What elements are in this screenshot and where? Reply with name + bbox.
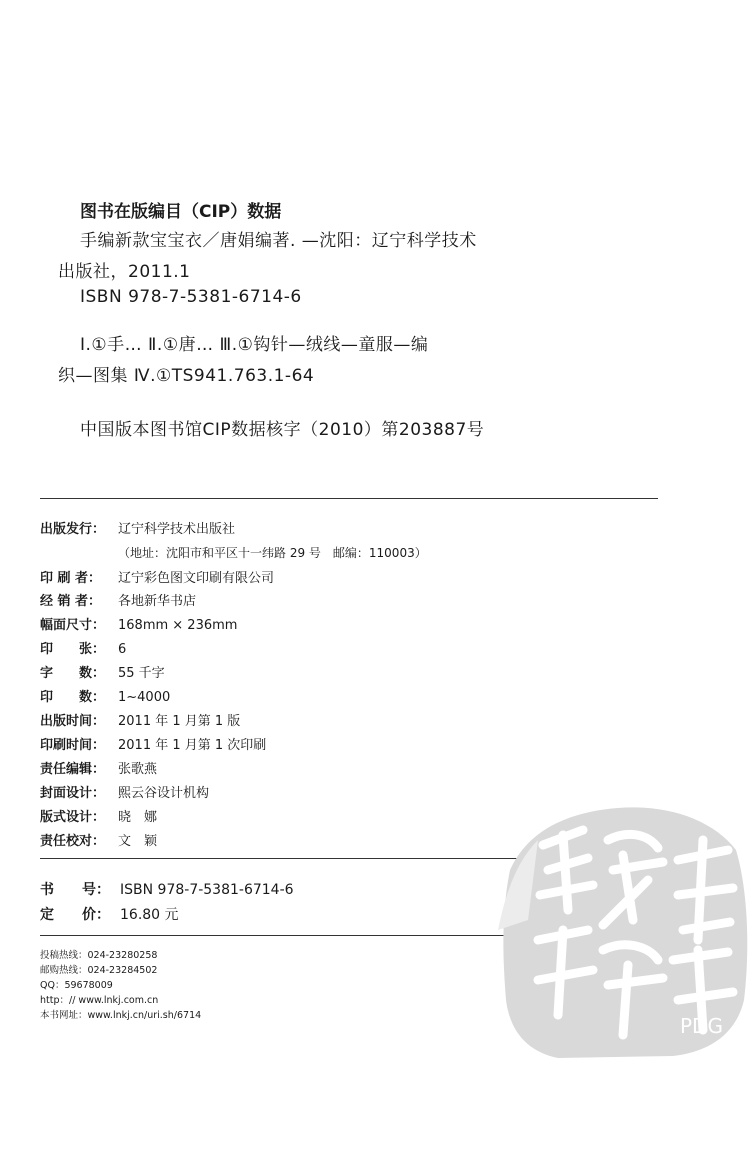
info-row-word-count: [40, 662, 165, 681]
cip-verification-number: 中国版本图书馆CIP数据核字（2010）第203887号: [80, 420, 485, 440]
info-value: 168mm × 236mm: [118, 618, 238, 633]
info-label: 经 销 者：: [40, 594, 102, 609]
book-number-label: 书 号：: [40, 882, 110, 898]
info-value: 晓 娜: [118, 810, 158, 825]
info-value: 2011 年 1 月第 1 版: [118, 714, 241, 729]
contact-mail-order-hotline: 邮购热线：024-23284502: [40, 965, 158, 976]
book-number-value: ISBN 978-7-5381-6714-6: [120, 882, 294, 898]
info-label: 版式设计：: [40, 810, 106, 825]
info-label: 印 数：: [40, 690, 106, 705]
price-row: [40, 904, 179, 924]
info-value: 各地新华书店: [118, 594, 197, 609]
pdg-seal-watermark: [498, 800, 750, 1060]
info-row-publish-date: [40, 710, 240, 729]
info-label: 责任校对：: [40, 834, 106, 849]
info-label: 印 刷 者：: [40, 571, 102, 586]
cip-title-line: 手编新款宝宝衣／唐娟编著. —沈阳：辽宁科学技术: [80, 231, 477, 251]
cip-publisher-line: 出版社，2011.1: [58, 262, 191, 282]
info-row-print-date: [40, 734, 266, 753]
info-row-printer: [40, 567, 274, 586]
info-label: 幅面尺寸：: [40, 618, 106, 633]
info-row-layout-design: [40, 806, 157, 825]
info-label: 出版发行：: [40, 522, 106, 537]
info-value: 文 颖: [118, 834, 158, 849]
info-label: 印刷时间：: [40, 738, 106, 753]
cip-classification-line1: Ⅰ.①手… Ⅱ.①唐… Ⅲ.①钩针—绒线—童服—编: [80, 335, 429, 355]
info-row-print-run: [40, 686, 170, 705]
info-value: 熙云谷设计机构: [118, 786, 210, 801]
info-row-proofreader: [40, 830, 157, 849]
info-value: 1~4000: [118, 690, 171, 705]
info-value: 辽宁彩色图文印刷有限公司: [118, 571, 275, 586]
info-value: 辽宁科学技术出版社: [118, 522, 236, 537]
info-row-editor: [40, 758, 157, 777]
contact-book-url: 本书网址：www.lnkj.cn/uri.sh/6714: [40, 1010, 202, 1021]
info-label: 责任编辑：: [40, 762, 106, 777]
price-value: 16.80 元: [120, 907, 179, 923]
publisher-address: （地址：沈阳市和平区十一纬路 29 号 邮编：110003）: [118, 546, 427, 560]
book-number-row: [40, 879, 294, 899]
price-label: 定 价：: [40, 907, 110, 923]
cip-classification-line2: 织—图集 Ⅳ.①TS941.763.1-64: [58, 366, 315, 386]
contact-qq: QQ：59678009: [40, 980, 113, 991]
info-value: 2011 年 1 月第 1 次印刷: [118, 738, 267, 753]
divider-top: [40, 498, 658, 499]
info-value: 55 千字: [118, 666, 165, 681]
info-label: 字 数：: [40, 666, 106, 681]
contact-submission-hotline: 投稿热线：024-23280258: [40, 950, 158, 961]
cip-isbn: ISBN 978-7-5381-6714-6: [80, 287, 302, 307]
info-row-publisher: [40, 518, 235, 537]
info-label: 封面设计：: [40, 786, 106, 801]
info-label: 出版时间：: [40, 714, 106, 729]
info-row-sheets: [40, 638, 126, 657]
info-row-distributor: [40, 590, 196, 609]
cip-heading: 图书在版编目（CIP）数据: [80, 202, 282, 222]
watermark-text: PDG: [680, 1014, 723, 1038]
info-row-size: [40, 614, 237, 633]
info-row-cover-design: [40, 782, 209, 801]
contact-website: http：// www.lnkj.com.cn: [40, 995, 159, 1006]
info-label: 印 张：: [40, 642, 106, 657]
info-value: 张歌燕: [118, 762, 158, 777]
info-value: 6: [118, 642, 127, 657]
